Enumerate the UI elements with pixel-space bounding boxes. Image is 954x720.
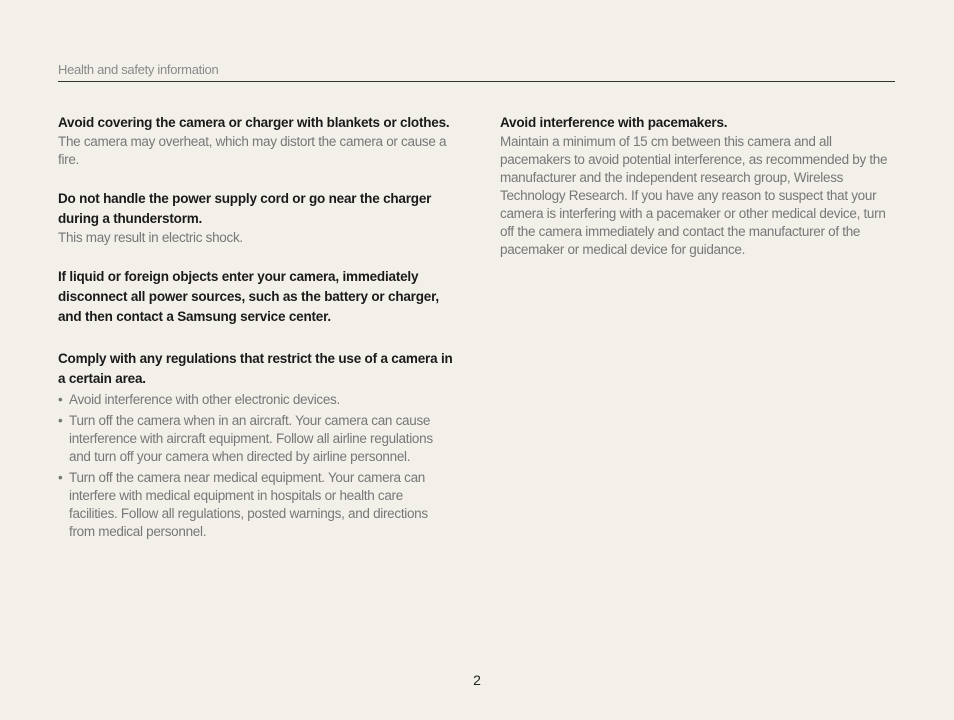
list-item-text: Avoid interference with other electronic devices.: [69, 392, 340, 407]
right-column: [500, 113, 898, 259]
section-body: The camera may overheat, which may distort the camera or cause a fire.: [58, 134, 447, 167]
section-pacemakers: [500, 113, 898, 259]
section-body: This may result in electric shock.: [58, 230, 243, 245]
bullet-icon: •: [58, 470, 63, 485]
section-heading: Do not handle the power supply cord or go near the charger during a thunderstorm.: [58, 191, 432, 226]
page-header: [58, 61, 895, 82]
page-number: 2: [473, 672, 481, 688]
bullet-icon: •: [58, 413, 63, 428]
list-item-text: Turn off the camera when in an aircraft. Your camera can cause interference with aircraft equipment. Follow all airline regulations and turn off your camera when directed by airline personnel.: [69, 413, 433, 464]
section-thunderstorm: [58, 189, 453, 247]
section-liquid: [58, 267, 453, 327]
list-item: [58, 391, 453, 409]
list-item: [58, 412, 453, 466]
section-body: Maintain a minimum of 15 cm between this camera and all pacemakers to avoid potential interference, as recommended by the manufacturer and the independent research group, Wireless Technology Research. If you have any reason to suspect that your camera is interfering with a pacemaker or other medical device, turn off the camera immediately and contact the manufacturer of the pacemaker or medical device for guidance.: [500, 134, 888, 257]
section-heading: If liquid or foreign objects enter your camera, immediately disconnect all power sources, such as the battery or charger, and then contact a Samsung service center.: [58, 269, 439, 324]
bullet-list: [58, 391, 453, 541]
section-heading: Comply with any regulations that restrict the use of a camera in a certain area.: [58, 351, 453, 386]
list-item-text: Turn off the camera near medical equipment. Your camera can interfere with medical equipment in hospitals or health care facilities. Follow all regulations, posted warnings, and directions from medical personnel.: [69, 470, 428, 539]
section-covering: [58, 113, 453, 169]
section-regulations: [58, 349, 453, 541]
bullet-icon: •: [58, 392, 63, 407]
section-heading: Avoid covering the camera or charger with blankets or clothes.: [58, 115, 450, 130]
section-heading: Avoid interference with pacemakers.: [500, 115, 728, 130]
header-title: Health and safety information: [58, 62, 219, 77]
left-column: [58, 113, 453, 544]
list-item: [58, 469, 453, 541]
